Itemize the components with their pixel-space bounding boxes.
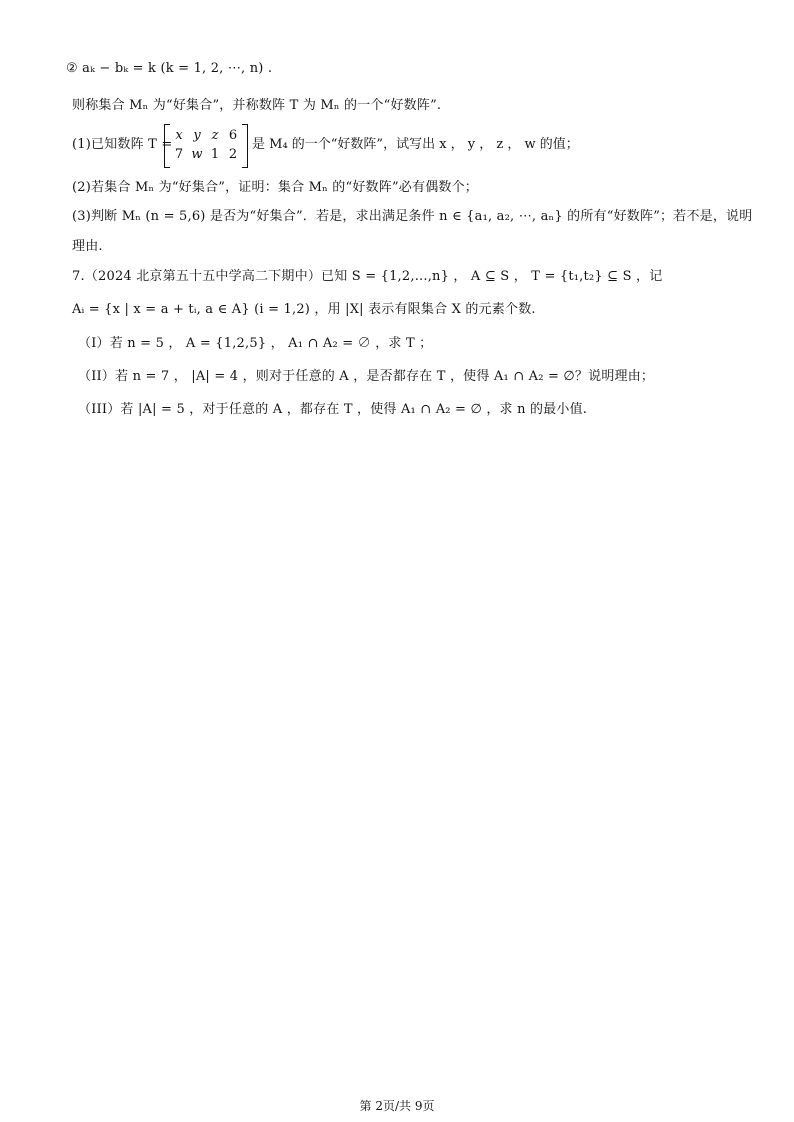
matrix-cell: y: [193, 128, 201, 143]
matrix-cell: 2: [228, 147, 238, 162]
matrix-cell: z: [211, 128, 219, 143]
matrix-cell: w: [191, 147, 203, 162]
matrix-cell: 1: [210, 147, 220, 162]
matrix-right-bracket: [242, 124, 248, 168]
question-3-line-2: 理由.: [72, 239, 103, 254]
page-footer: 第 2页/共 9页: [359, 1099, 435, 1113]
question-1-prefix: (1)已知数阵 T =: [72, 137, 173, 152]
question-1-suffix: 是 M₄ 的一个“好数阵”，试写出 x ， y ， z ， w 的值；: [252, 137, 579, 152]
matrix-t: [164, 124, 248, 166]
problem-7-part-1: （I）若 n = 5 ， A = {1,2,5} ， A₁ ∩ A₂ = ∅ ，求 T ；: [78, 336, 433, 351]
problem-7-stem: 7.（2024 北京第五十五中学高二下期中）已知 S = {1,2,...,n} ， A ⊆ S ， T = {t₁,t₂} ⊆ S ，记: [72, 269, 663, 284]
matrix-cell: 6: [228, 128, 238, 143]
problem-7-definition: Aᵢ = {x | x = a + tᵢ, a ∈ A} (i = 1,2) ，用 |X| 表示有限集合 X 的元素个数.: [72, 302, 536, 317]
question-2: (2)若集合 Mₙ 为“好集合”，证明：集合 Mₙ 的“好数阵”必有偶数个；: [72, 180, 478, 195]
matrix-cell: x: [175, 128, 183, 143]
question-3-line-1: (3)判断 Mₙ (n = 5,6) 是否为“好集合”．若是，求出满足条件 n ∈ {a₁, a₂, ⋯, aₙ} 的所有“好数阵”；若不是，说明: [72, 209, 753, 224]
good-set-definition: 则称集合 Mₙ 为“好集合”，并称数阵 T 为 Mₙ 的一个“好数阵”.: [72, 98, 442, 113]
condition-2: ② aₖ − bₖ = k (k = 1, 2, ⋯, n) .: [66, 61, 273, 76]
problem-7-part-3: （III）若 |A| = 5 ，对于任意的 A ，都存在 T ，使得 A₁ ∩ A₂ = ∅ ，求 n 的最小值.: [78, 402, 588, 417]
matrix-cell: 7: [174, 147, 184, 162]
problem-7-part-2: （II）若 n = 7 ， |A| = 4 ，则对于任意的 A ，是否都存在 T ，使得 A₁ ∩ A₂ = ∅？说明理由；: [78, 369, 655, 384]
